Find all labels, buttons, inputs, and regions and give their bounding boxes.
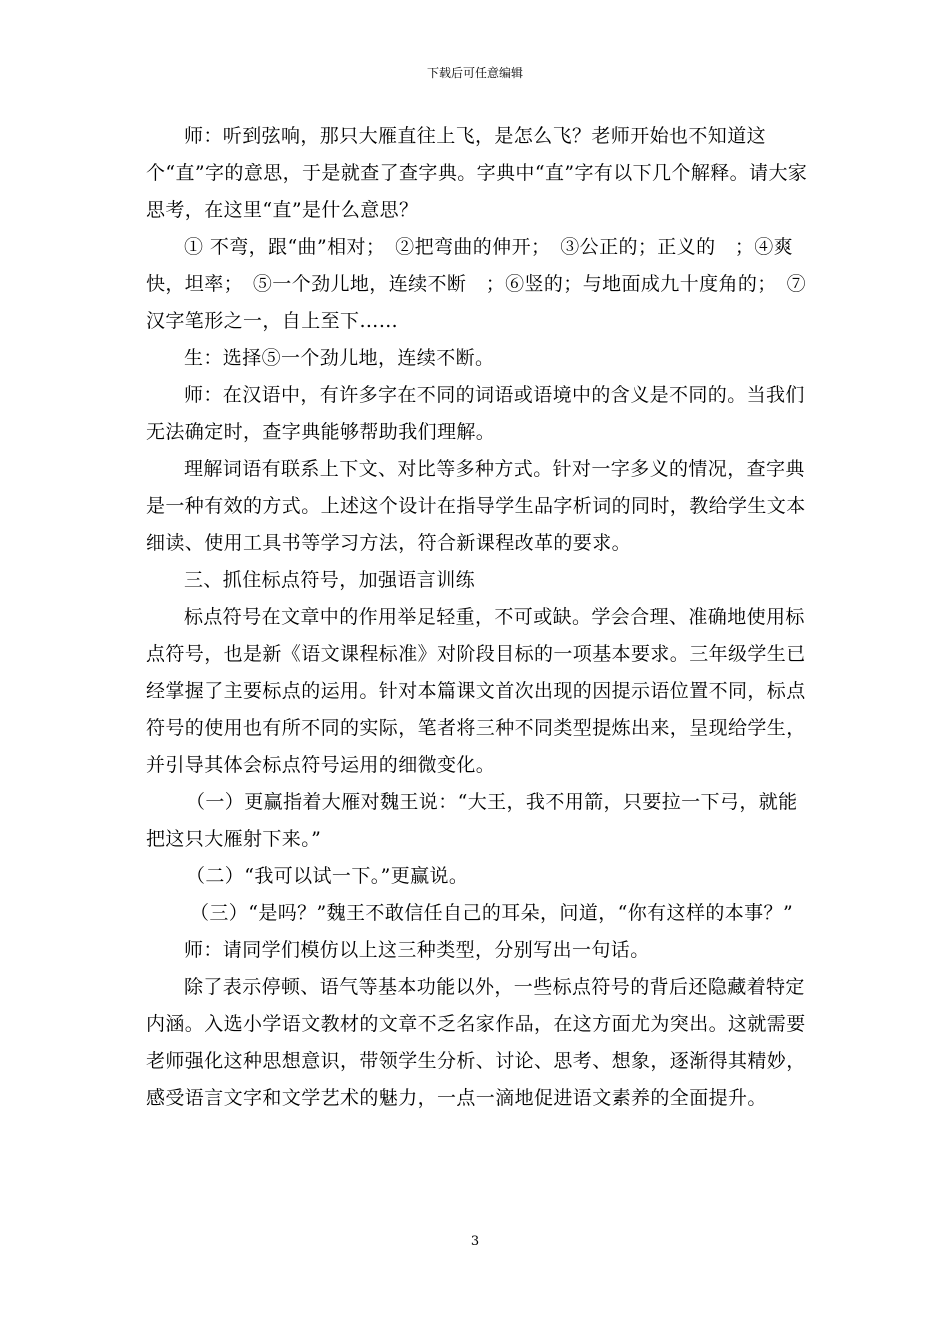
paragraph-dictionary-definitions: ① 不弯，跟“曲”相对； ②把弯曲的伸开； ③公正的；正义的 ；④爽快，坦率； ⑤一个劲儿地，连续不断 ；⑥竖的；与地面成九十度角的； ⑦汉字笔形之一，自上至下…… [146, 236, 807, 332]
example-sentence-2: （二）“我可以试一下。”更赢说。 [186, 865, 469, 887]
example-sentence-1: （一）更赢指着大雁对魏王说：“大王，我不用箭，只要拉一下弓，就能把这只大雁射下来。” [146, 791, 798, 850]
paragraph-punctuation-intro: 标点符号在文章中的作用举足轻重，不可或缺。学会合理、准确地使用标点符号，也是新《语文课程标准》对阶段目标的一项基本要求。三年级学生已经掌握了主要标点的运用。针对本篇课文首次出现的因提示语位置不同，标点符号的使用也有所不同的实际，笔者将三种不同类型提炼出来，呈现给学生，并引导其体会标点符号运用的细微变化。 [146, 606, 806, 776]
document-body [146, 118, 808, 1117]
page-number: 3 [470, 1234, 480, 1249]
page-header: 下载后可任意编辑 [426, 66, 523, 80]
paragraph-student-answer: 生：选择⑤一个劲儿地，连续不断。 [184, 347, 495, 369]
paragraph-teacher-task: 师：请同学们模仿以上这三种类型，分别写出一句话。 [184, 939, 650, 961]
paragraph-teacher-explanation: 师：在汉语中，有许多字在不同的词语或语境中的含义是不同的。当我们无法确定时，查字典能够帮助我们理解。 [146, 384, 805, 443]
paragraph-analysis: 理解词语有联系上下文、对比等多种方式。针对一字多义的情况，查字典是一种有效的方式。上述这个设计在指导学生品字析词的同时，教给学生文本细读、使用工具书等学习方法，符合新课程改革的要求。 [146, 458, 806, 554]
paragraph-conclusion: 除了表示停顿、语气等基本功能以外，一些标点符号的背后还隐藏着特定内涵。入选小学语文教材的文章不乏名家作品，在这方面尤为突出。这就需要老师强化这种思想意识，带领学生分析、讨论、思考、想象，逐渐得其精妙，感受语言文字和文学艺术的魅力，一点一滴地促进语文素养的全面提升。 [146, 976, 806, 1109]
example-sentence-3: （三）“是吗？”魏王不敢信任自己的耳朵，问道，“你有这样的本事？” [190, 902, 794, 924]
section-heading: 三、抓住标点符号，加强语言训练 [184, 569, 476, 591]
paragraph-teacher-question: 师：听到弦响，那只大雁直往上飞，是怎么飞？老师开始也不知道这个“直”字的意思，于是就查了查字典。字典中“直”字有以下几个解释。请大家思考，在这里“直”是什么意思？ [146, 125, 808, 221]
